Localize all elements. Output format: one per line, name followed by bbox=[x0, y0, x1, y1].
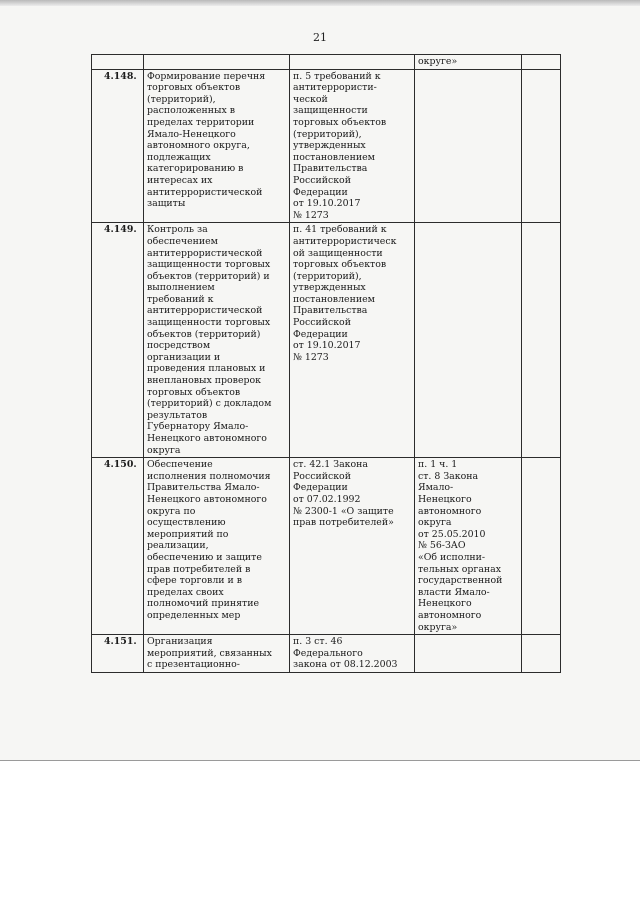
cell-text-line: п. 5 требований к bbox=[293, 70, 381, 82]
row-number-cell bbox=[92, 69, 144, 223]
cell-text-line: пределах территории bbox=[147, 116, 255, 128]
cell-text-line: тельных органах bbox=[418, 563, 502, 575]
cell-text-line: исполнения полномочия bbox=[147, 470, 271, 482]
cell-text-line: посредством bbox=[147, 340, 211, 352]
cell-text-line: Федерации bbox=[293, 186, 348, 198]
row-number-cell bbox=[92, 55, 144, 70]
empty-cell-line bbox=[525, 224, 557, 235]
table-row bbox=[92, 223, 561, 458]
cell-text-line: Обеспечение bbox=[147, 459, 213, 471]
cell-text-line: Ненецкого bbox=[418, 493, 472, 505]
empty-cell-line bbox=[525, 459, 557, 470]
cell-text-line: мероприятий по bbox=[147, 528, 229, 540]
cell-text-line: Федерального bbox=[293, 647, 363, 659]
scan-top-edge bbox=[0, 0, 640, 6]
cell-text-line: Правительства bbox=[293, 163, 368, 175]
function-cell bbox=[144, 55, 290, 70]
legal-basis-federal-cell bbox=[290, 55, 415, 70]
cell-text-line: закона от 08.12.2003 bbox=[293, 659, 398, 671]
function-cell bbox=[144, 69, 290, 223]
cell-text-line: № 1273 bbox=[293, 351, 329, 363]
notes-cell bbox=[522, 223, 561, 458]
empty-cell-line bbox=[418, 71, 518, 82]
empty-cell-line bbox=[525, 56, 557, 67]
cell-text-line: интересах их bbox=[147, 174, 213, 186]
cell-text-line: с презентационно- bbox=[147, 659, 240, 671]
cell-text-line: полномочий принятие bbox=[147, 598, 259, 610]
cell-text-line: торговых объектов bbox=[147, 386, 241, 398]
cell-text-line: внеплановых проверок bbox=[147, 375, 261, 387]
cell-text-line: обеспечению и защите bbox=[147, 551, 262, 563]
cell-text-line: п. 41 требований к bbox=[293, 224, 387, 236]
cell-text-line: (территорий), bbox=[147, 93, 216, 105]
cell-text-line: № 56-ЗАО bbox=[418, 540, 466, 552]
legal-basis-regional-cell bbox=[415, 223, 522, 458]
functions-table bbox=[91, 54, 561, 673]
notes-cell bbox=[522, 635, 561, 673]
cell-text-line: защищенности торговых bbox=[147, 317, 271, 329]
row-number: 4.148. bbox=[104, 70, 137, 82]
legal-basis-regional-cell bbox=[415, 55, 522, 70]
cell-text-line: расположенных в bbox=[147, 105, 236, 117]
table-row bbox=[92, 458, 561, 635]
cell-text-line: торговых объектов bbox=[293, 116, 387, 128]
table-body bbox=[92, 55, 561, 673]
empty-cell-line bbox=[418, 224, 518, 235]
cell-text-line: категорированию в bbox=[147, 163, 244, 175]
cell-text-line: округа по bbox=[147, 505, 196, 517]
legal-basis-regional-cell bbox=[415, 635, 522, 673]
cell-text-line: округа» bbox=[418, 621, 458, 633]
cell-text-line: защищенности bbox=[293, 105, 368, 117]
cell-text-line: от 25.05.2010 bbox=[418, 528, 486, 540]
cell-text-line: результатов bbox=[147, 409, 208, 421]
cell-text-line: ческой bbox=[293, 93, 328, 105]
cell-text-line: Правительства bbox=[293, 305, 368, 317]
function-cell bbox=[144, 635, 290, 673]
row-number: 4.149. bbox=[104, 224, 137, 236]
cell-text-line: постановлением bbox=[293, 151, 375, 163]
cell-text-line: Контроль за bbox=[147, 224, 208, 236]
cell-text-line: Федерации bbox=[293, 328, 348, 340]
table-row bbox=[92, 635, 561, 673]
cell-text-line: утвержденных bbox=[293, 282, 366, 294]
cell-text-line: государственной bbox=[418, 575, 503, 587]
cell-text-line: п. 1 ч. 1 bbox=[418, 459, 458, 471]
cell-text-line: защиты bbox=[147, 198, 186, 210]
cell-text-line: Ненецкого автономного bbox=[147, 433, 267, 444]
cell-text-line: объектов (территорий) и bbox=[147, 270, 270, 282]
cell-text-line: власти Ямало- bbox=[418, 586, 490, 598]
table-row bbox=[92, 55, 561, 70]
cell-text-line: прав потребителей в bbox=[147, 563, 251, 575]
cell-text-line: выполнением bbox=[147, 282, 215, 294]
empty-cell-line bbox=[147, 56, 286, 67]
cell-text-line: п. 3 ст. 46 bbox=[293, 636, 343, 648]
cell-text-line: антитеррористической bbox=[147, 305, 263, 317]
cell-text-line: округа bbox=[418, 517, 452, 529]
cell-text-line: утвержденных bbox=[293, 140, 366, 152]
next-page-edge bbox=[0, 760, 640, 906]
cell-text-line: прав потребителей» bbox=[293, 517, 394, 529]
row-number: 4.150. bbox=[104, 459, 137, 471]
function-cell bbox=[144, 223, 290, 458]
cell-text-line: обеспечением bbox=[147, 235, 218, 247]
legal-basis-federal-cell bbox=[290, 223, 415, 458]
cell-text-line: Организация bbox=[147, 636, 213, 648]
cell-text-line: от 19.10.2017 bbox=[293, 198, 361, 210]
notes-cell bbox=[522, 69, 561, 223]
cell-text-line: Федерации bbox=[293, 482, 348, 494]
empty-cell-line bbox=[525, 71, 557, 82]
cell-text-line: подлежащих bbox=[147, 151, 211, 163]
cell-text-line: пределах своих bbox=[147, 586, 224, 598]
cell-text-line: ст. 8 Закона bbox=[418, 470, 479, 482]
function-cell bbox=[144, 458, 290, 635]
cell-text-line: Ямало-Ненецкого bbox=[147, 128, 236, 140]
cell-text-line: (территорий), bbox=[293, 270, 362, 282]
row-number-cell bbox=[92, 223, 144, 458]
legal-basis-federal-cell bbox=[290, 69, 415, 223]
cell-text-line: антитеррористи- bbox=[293, 82, 377, 94]
cell-text-line: ой защищенности bbox=[293, 247, 383, 259]
legal-basis-federal-cell bbox=[290, 635, 415, 673]
cell-text-line: Ямало- bbox=[418, 482, 454, 494]
cell-text-line: реализации, bbox=[147, 540, 209, 552]
cell-text-line: защищенности торговых bbox=[147, 259, 271, 271]
cell-text-line: № 2300-1 «О защите bbox=[293, 505, 394, 517]
cell-text-line: организации и bbox=[147, 351, 221, 363]
cell-text-line: требований к bbox=[147, 293, 214, 305]
cell-text-line: округа bbox=[147, 444, 181, 456]
cell-text-line: автономного округа, bbox=[147, 140, 250, 152]
cell-text-line: сфере торговли и в bbox=[147, 575, 243, 587]
page-number: 21 bbox=[313, 31, 327, 44]
cell-text-line: автономного bbox=[418, 505, 482, 517]
cell-text-line: торговых объектов bbox=[147, 82, 241, 94]
cell-text-line: Ненецкого bbox=[418, 598, 472, 610]
cell-text-line: осуществлению bbox=[147, 517, 226, 529]
row-number-cell bbox=[92, 635, 144, 673]
cell-text-line: Российской bbox=[293, 174, 351, 186]
cell-text-line: объектов (территорий) bbox=[147, 328, 261, 340]
cell-text-line: проведения плановых и bbox=[147, 363, 266, 375]
cell-text-line: Формирование перечня bbox=[147, 70, 266, 82]
cell-text-line: округе» bbox=[418, 56, 458, 67]
cell-text-line: антитеррористической bbox=[147, 186, 263, 198]
cell-text-line: «Об исполни- bbox=[418, 551, 486, 563]
row-number-cell bbox=[92, 458, 144, 635]
cell-text-line: от 19.10.2017 bbox=[293, 340, 361, 352]
cell-text-line: Правительства Ямало- bbox=[147, 482, 260, 494]
cell-text-line: автономного bbox=[418, 609, 482, 621]
empty-cell-line bbox=[525, 636, 557, 647]
cell-text-line: Российской bbox=[293, 317, 351, 329]
cell-text-line: (территорий) с докладом bbox=[147, 398, 272, 410]
cell-text-line: Ненецкого автономного bbox=[147, 493, 267, 505]
notes-cell bbox=[522, 55, 561, 70]
cell-text-line: № 1273 bbox=[293, 209, 329, 221]
empty-cell-line bbox=[418, 636, 518, 647]
table-row bbox=[92, 69, 561, 223]
cell-text-line: антитеррористической bbox=[147, 247, 263, 259]
empty-cell-line bbox=[293, 56, 411, 67]
cell-text-line: от 07.02.1992 bbox=[293, 493, 361, 505]
cell-text-line: ст. 42.1 Закона bbox=[293, 459, 369, 471]
legal-basis-regional-cell bbox=[415, 458, 522, 635]
cell-text-line: постановлением bbox=[293, 293, 375, 305]
legal-basis-federal-cell bbox=[290, 458, 415, 635]
cell-text-line: мероприятий, связанных bbox=[147, 647, 272, 659]
cell-text-line: определенных мер bbox=[147, 609, 241, 621]
cell-text-line: торговых объектов bbox=[293, 259, 387, 271]
cell-text-line: Российской bbox=[293, 470, 351, 482]
notes-cell bbox=[522, 458, 561, 635]
cell-text-line: Губернатору Ямало- bbox=[147, 421, 249, 433]
row-number: 4.151. bbox=[104, 636, 137, 648]
cell-text-line: (территорий), bbox=[293, 128, 362, 140]
cell-text-line: антитеррористическ bbox=[293, 235, 397, 247]
legal-basis-regional-cell bbox=[415, 69, 522, 223]
